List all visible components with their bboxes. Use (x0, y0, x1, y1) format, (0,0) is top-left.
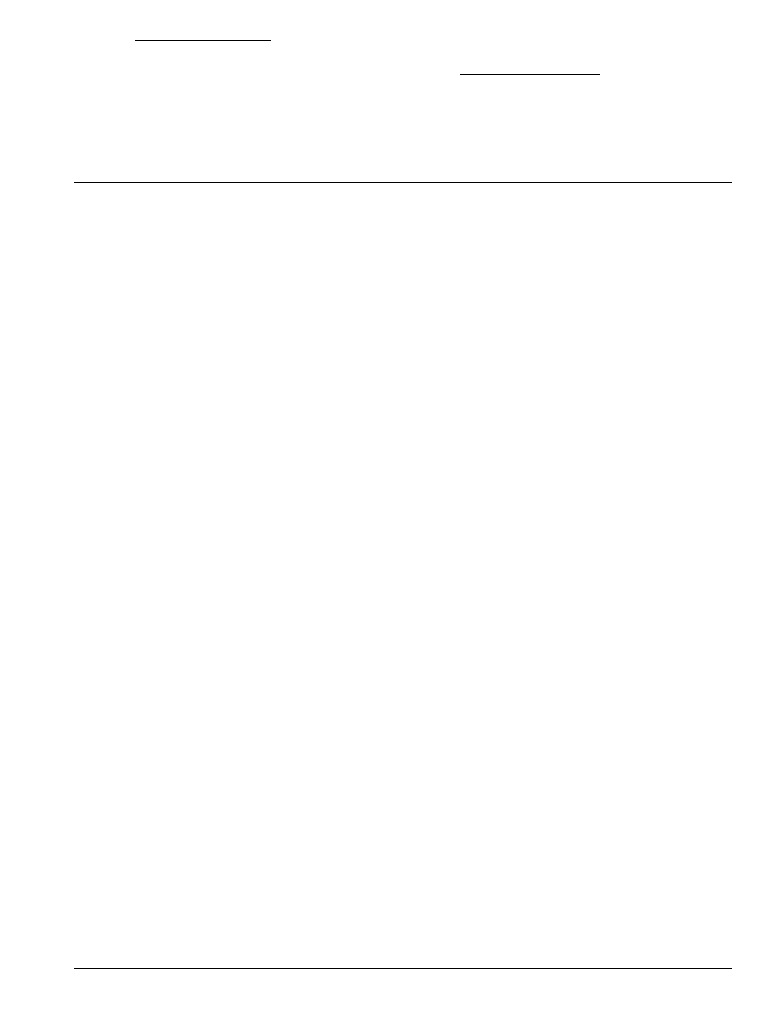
footer-rule (74, 968, 732, 969)
school-year-rule (460, 74, 600, 75)
question-21 (74, 939, 734, 956)
header-bottom-rule (74, 182, 732, 183)
top-left-rule (135, 40, 271, 41)
